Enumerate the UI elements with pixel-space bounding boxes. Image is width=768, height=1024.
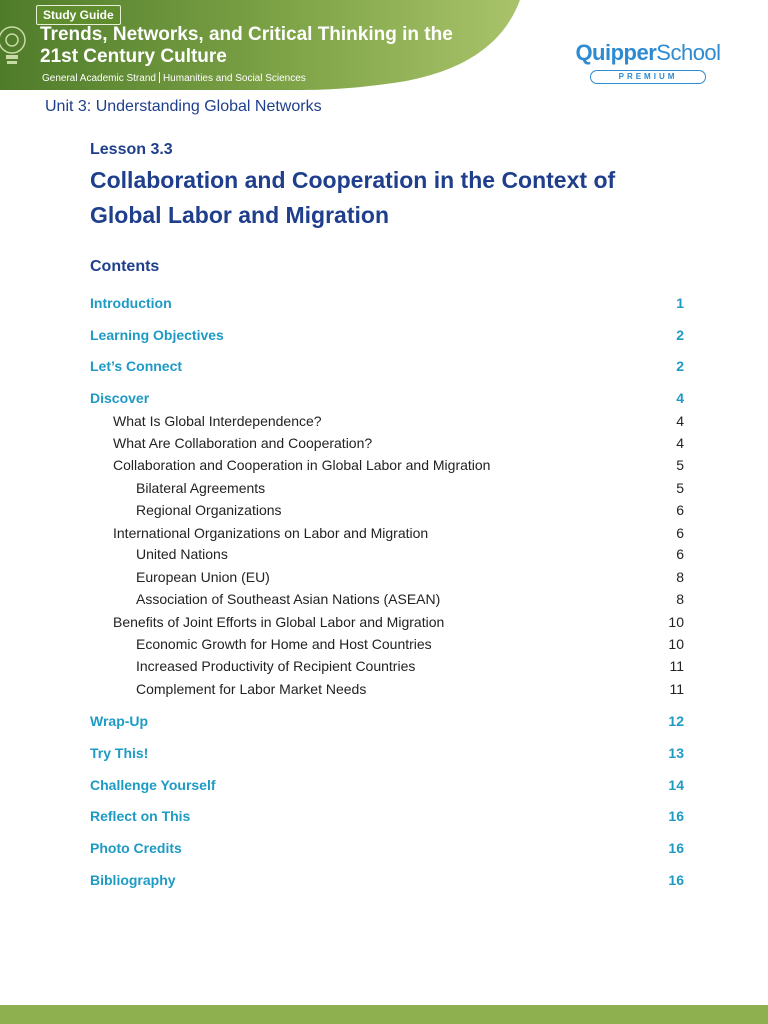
toc-entry-title: Economic Growth for Home and Host Countries (136, 636, 432, 652)
toc-entry-try-this[interactable] (0, 743, 768, 763)
toc-entry-page: 13 (668, 745, 684, 761)
toc-entry-increased-productivity-of-recipient-countries[interactable] (0, 656, 768, 676)
toc-entry-title: Collaboration and Cooperation in Global Labor and Migration (113, 457, 491, 473)
toc-entry-title: European Union (EU) (136, 569, 270, 585)
toc-entry-title: Association of Southeast Asian Nations (ASEAN) (136, 591, 441, 607)
toc-entry-international-organizations-on-labor-and-migration[interactable] (0, 523, 768, 543)
toc-entry-title: Wrap-Up (90, 713, 149, 729)
toc-entry-title: United Nations (136, 546, 228, 562)
toc-entry-page: 16 (668, 808, 684, 824)
toc-entry-page: 14 (668, 777, 684, 793)
toc-entry-challenge-yourself[interactable] (0, 775, 768, 795)
toc-entry-benefits-of-joint-efforts-in-global-labor-and-migration[interactable] (0, 612, 768, 632)
toc-entry-page: 6 (676, 546, 684, 562)
toc-entry-page: 5 (676, 457, 684, 473)
logo-premium-pill: PREMIUM (590, 70, 707, 84)
toc-entry-bibliography[interactable] (0, 870, 768, 890)
toc-entry-page: 2 (676, 327, 684, 343)
toc-entry-learning-objectives[interactable] (0, 325, 768, 345)
toc-entry-regional-organizations[interactable] (0, 500, 768, 520)
toc-entry-title: Increased Productivity of Recipient Countries (136, 658, 416, 674)
toc-entry-title: Let’s Connect (90, 358, 183, 374)
toc-entry-title: Photo Credits (90, 840, 182, 856)
toc-entry-title: Challenge Yourself (90, 777, 216, 793)
toc-entry-title: Introduction (90, 295, 172, 311)
toc-entry-complement-for-labor-market-needs[interactable] (0, 679, 768, 699)
unit-title: Unit 3: Understanding Global Networks (45, 98, 322, 115)
toc-entry-collaboration-and-cooperation-in-global-labor-and-migration[interactable] (0, 455, 768, 475)
toc-entry-page: 8 (676, 569, 684, 585)
toc-entry-title: Regional Organizations (136, 502, 282, 518)
toc-entry-page: 12 (668, 713, 684, 729)
toc-entry-title: Discover (90, 390, 150, 406)
course-title: Trends, Networks, and Critical Thinking in the 21st Century Culture (40, 24, 453, 67)
toc-entry-page: 4 (676, 390, 684, 406)
toc-entry-title: Bibliography (90, 872, 176, 888)
toc-entry-what-are-collaboration-and-cooperation[interactable] (0, 433, 768, 453)
toc-entry-page: 16 (668, 840, 684, 856)
lesson-title: Collaboration and Cooperation in the Context of Global Labor and Migration (90, 167, 616, 228)
lesson-number: Lesson 3.3 (90, 141, 173, 158)
toc-entry-page: 6 (676, 525, 684, 541)
footer-bar (0, 1005, 768, 1024)
study-guide-badge: Study Guide (36, 5, 121, 25)
toc-entry-reflect-on-this[interactable] (0, 806, 768, 826)
logo-school: School (656, 40, 721, 65)
toc-entry-page: 10 (668, 636, 684, 652)
strand-left: General Academic Strand (42, 73, 156, 84)
toc-entry-page: 1 (676, 295, 684, 311)
toc-entry-what-is-global-interdependence[interactable] (0, 411, 768, 431)
toc-entry-page: 11 (669, 658, 684, 674)
logo-quipper: Quipper (575, 40, 657, 65)
contents-heading: Contents (90, 258, 160, 275)
toc-entry-european-union-eu[interactable] (0, 567, 768, 587)
toc-entry-page: 4 (676, 435, 684, 451)
toc-entry-let-s-connect[interactable] (0, 356, 768, 376)
toc-entry-united-nations[interactable] (0, 544, 768, 564)
toc-entry-page: 11 (669, 681, 684, 697)
toc-entry-economic-growth-for-home-and-host-countries[interactable] (0, 634, 768, 654)
toc-entry-title: What Are Collaboration and Cooperation? (113, 435, 373, 451)
toc-entry-title: Learning Objectives (90, 327, 224, 343)
toc-entry-page: 16 (668, 872, 684, 888)
toc-entry-title: Try This! (90, 745, 149, 761)
toc-entry-wrap-up[interactable] (0, 711, 768, 731)
toc-entry-title: What Is Global Interdependence? (113, 413, 322, 429)
toc-entry-page: 2 (676, 358, 684, 374)
strand-right: Humanities and Social Sciences (162, 73, 306, 84)
toc-entry-page: 5 (676, 480, 684, 496)
toc-entry-introduction[interactable] (0, 293, 768, 313)
toc-entry-page: 10 (668, 614, 684, 630)
toc-entry-discover[interactable] (0, 388, 768, 408)
toc-entry-title: Complement for Labor Market Needs (136, 681, 367, 697)
toc-entry-title: Bilateral Agreements (136, 480, 266, 496)
toc-entry-photo-credits[interactable] (0, 838, 768, 858)
toc-entry-page: 4 (676, 413, 684, 429)
toc-entry-bilateral-agreements[interactable] (0, 478, 768, 498)
toc-entry-title: Benefits of Joint Efforts in Global Labor and Migration (113, 614, 445, 630)
toc-entry-title: Reflect on This (90, 808, 191, 824)
toc-entry-title: International Organizations on Labor and Migration (113, 525, 429, 541)
toc-entry-page: 6 (676, 502, 684, 518)
toc-entry-association-of-southeast-asian-nations-asean[interactable] (0, 589, 768, 609)
toc-entry-page: 8 (676, 591, 684, 607)
